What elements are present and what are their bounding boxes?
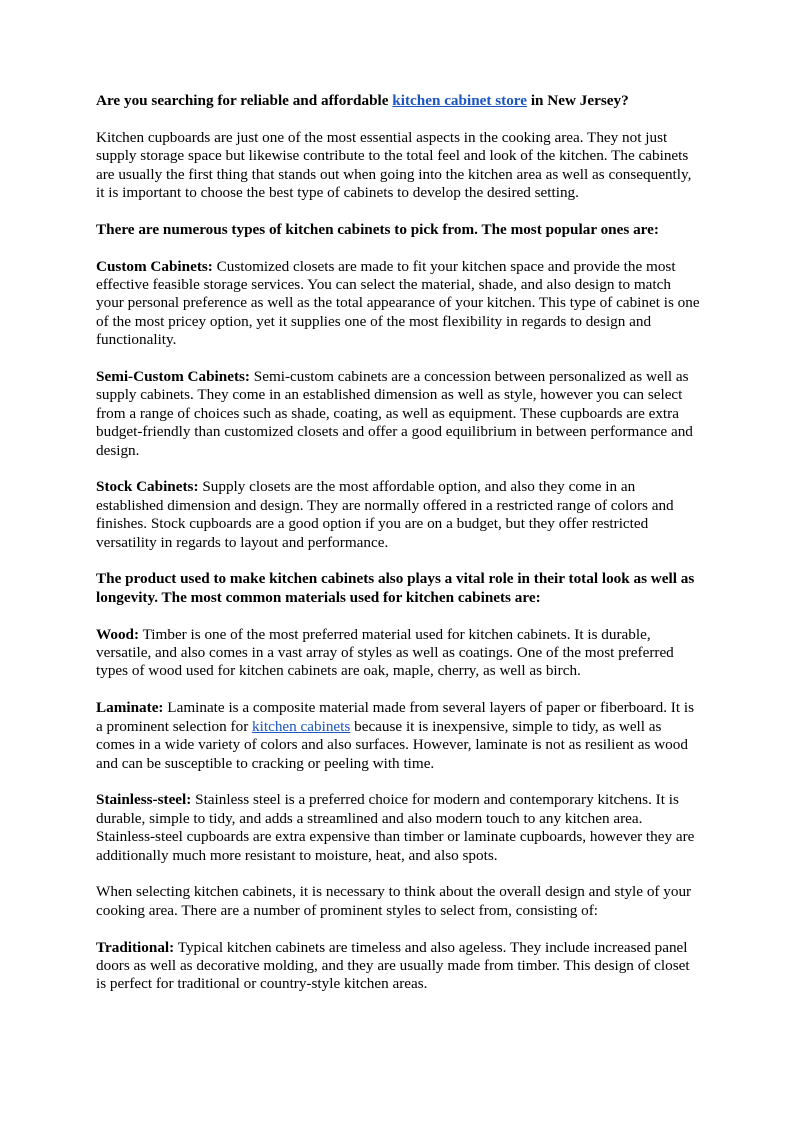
wood-paragraph bbox=[96, 626, 700, 681]
styles-intro-paragraph: When selecting kitchen cabinets, it is necessary to think about the overall design and style of your cooking area. There are a number of prominent styles to select from, consisting of: bbox=[96, 883, 692, 919]
intro-paragraph: Kitchen cupboards are just one of the most essential aspects in the cooking area. They not just supply storage space but likewise contribute to the total feel and look of the kitchen. The cabinets are usually the first thing that stands out when going into the kitchen area as well as consequently, it is important to choose the best type of cabinets to develop the desired setting. bbox=[96, 128, 692, 202]
custom-cabinets-text: Customized closets are made to fit your kitchen space and provide the most effective feasible storage services. You can select the material, shade, and also design to match your personal preference as well as the total appearance of your kitchen. This type of cabinet is one of the most pricey option, yet it supplies one of the most flexibility in regards to design and functionality. bbox=[96, 257, 700, 349]
laminate-paragraph bbox=[96, 699, 700, 773]
intro-question bbox=[96, 92, 700, 110]
laminate-text: Laminate is a composite material made from several layers of paper or fiberboard. It is a prominent selection for bbox=[96, 699, 695, 735]
document-page bbox=[96, 92, 700, 1012]
stainless-steel-term: Stainless-steel: bbox=[96, 791, 192, 809]
semi-custom-cabinets-term: Semi-Custom Cabinets: bbox=[96, 368, 250, 386]
stock-cabinets-term: Stock Cabinets: bbox=[96, 478, 199, 496]
wood-term: Wood: bbox=[96, 625, 140, 643]
kitchen-cabinets-link[interactable]: kitchen cabinets bbox=[252, 717, 351, 735]
semi-custom-cabinets-text: Semi-custom cabinets are a concession between personalized as well as supply cabinets. They come in an established dimension as well as style, however you can select from a range of choices such as shade, coating, as well as equipment. These cupboards are extra budget-friendly than customized closets and offer a good equilibrium in between performance and design. bbox=[96, 368, 693, 459]
custom-cabinets-term: Custom Cabinets: bbox=[96, 257, 213, 275]
stock-cabinets-paragraph bbox=[96, 478, 700, 552]
types-heading: There are numerous types of kitchen cabinets to pick from. The most popular ones are: bbox=[96, 220, 659, 238]
laminate-text-continued: because it is inexpensive, simple to tidy, as well as comes in a wide variety of colors and also surfaces. However, laminate is not as resilient as wood and can be susceptible to cracking or peeling with time. bbox=[96, 717, 688, 772]
stock-cabinets-text: Supply closets are the most affordable option, and also they come in an established dimension and design. They are normally offered in a restricted range of colors and finishes. Stock cupboards are a good option if you are on a budget, but they offer restricted versatility in regards to layout and performance. bbox=[96, 478, 674, 551]
traditional-text: Typical kitchen cabinets are timeless and also ageless. They include increased panel doors as well as decorative molding, and they are usually made from timber. This design of closet is perfect for traditional or country-style kitchen areas. bbox=[96, 938, 690, 993]
traditional-paragraph bbox=[96, 939, 700, 994]
stainless-steel-paragraph bbox=[96, 791, 700, 865]
laminate-term: Laminate: bbox=[96, 699, 164, 717]
semi-custom-cabinets-paragraph bbox=[96, 368, 700, 460]
intro-question-text: Are you searching for reliable and affordable bbox=[96, 92, 393, 109]
custom-cabinets-paragraph bbox=[96, 258, 700, 350]
stainless-steel-text: Stainless steel is a preferred choice for modern and contemporary kitchens. It is durable, simple to tidy, and adds a streamlined and also modern touch to any kitchen area. Stainless-steel cupboards are extra expensive than timber or laminate cupboards, however they are additionally much more resistant to moisture, heat, and also spots. bbox=[96, 791, 695, 864]
traditional-term: Traditional: bbox=[96, 938, 175, 956]
materials-heading: The product used to make kitchen cabinets also plays a vital role in their total look as well as longevity. The most common materials used for kitchen cabinets are: bbox=[96, 570, 695, 606]
intro-question-suffix: in New Jersey? bbox=[527, 92, 629, 109]
wood-text: Timber is one of the most preferred material used for kitchen cabinets. It is durable, versatile, and also comes in a vast array of styles as well as coatings. One of the most preferred types of wood used for kitchen cabinets are oak, maple, cherry, as well as birch. bbox=[96, 625, 674, 680]
kitchen-cabinet-store-link[interactable]: kitchen cabinet store bbox=[392, 92, 528, 109]
